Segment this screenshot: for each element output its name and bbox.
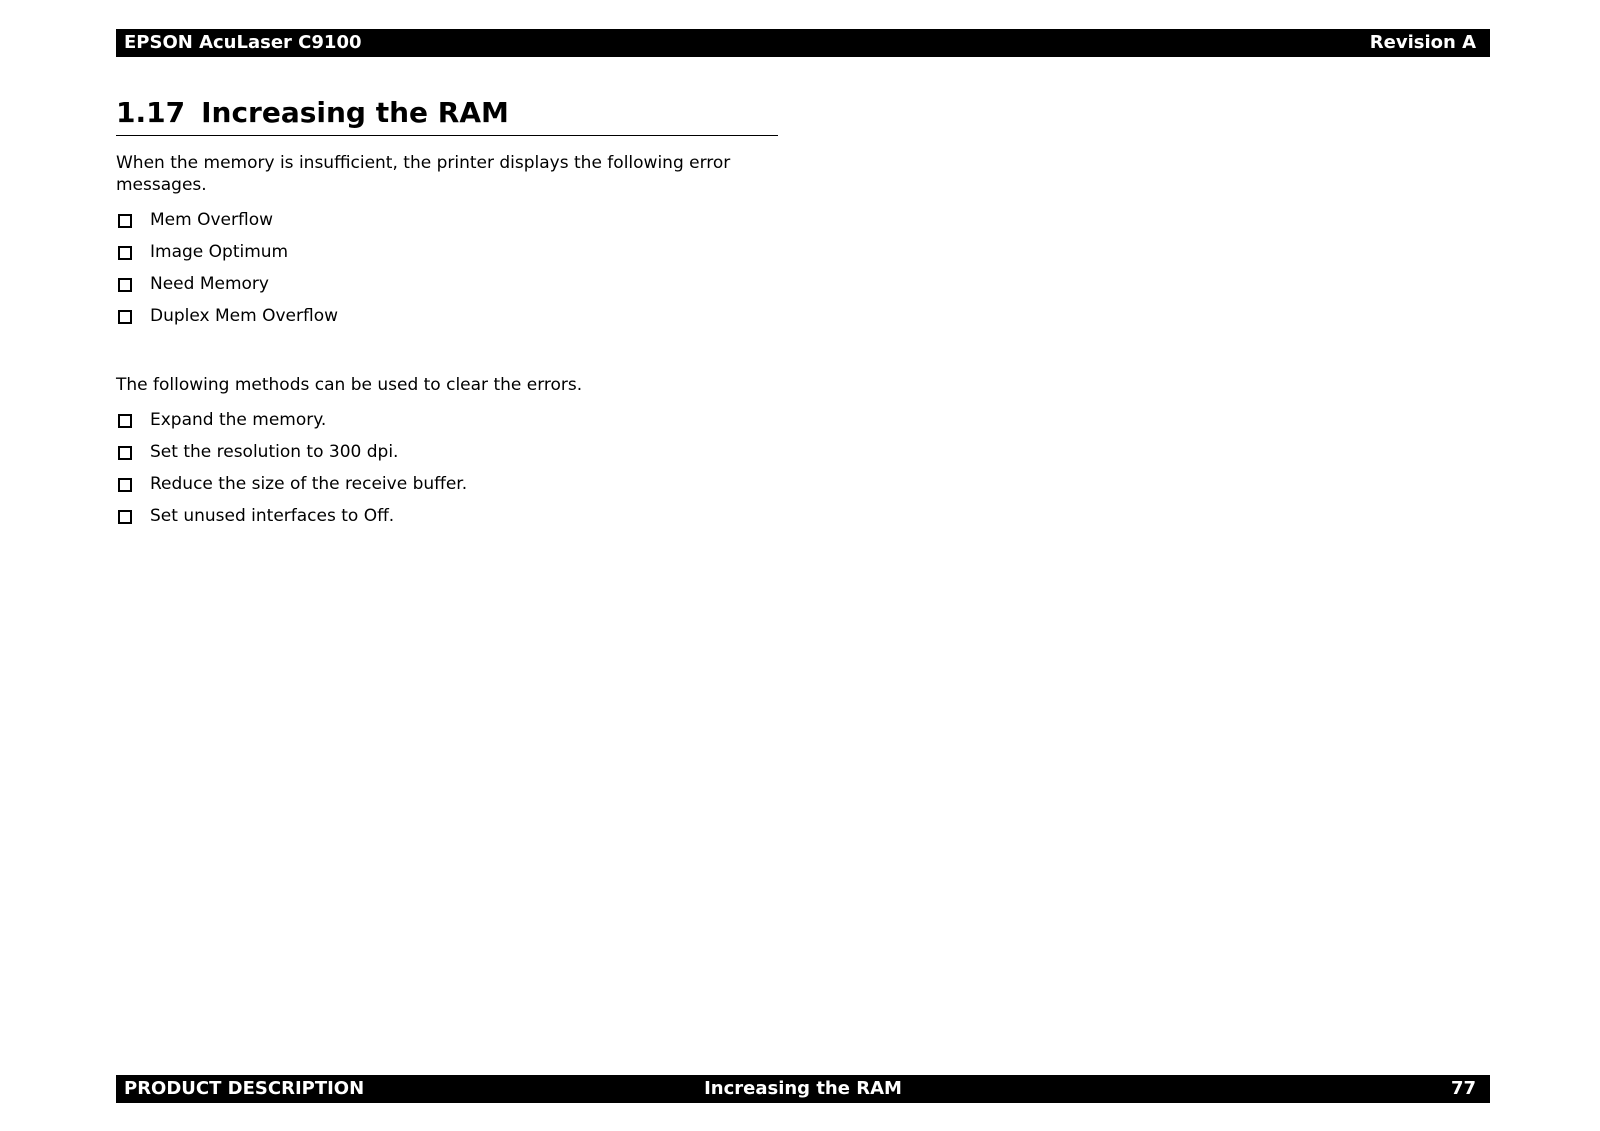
method-text: Expand the memory.	[150, 410, 327, 430]
list-item	[116, 472, 467, 504]
method-text: Set unused interfaces to Off.	[150, 506, 395, 526]
header-revision: Revision A	[1369, 32, 1476, 53]
section-number: 1.17	[116, 96, 186, 129]
checkbox-bullet-icon	[118, 310, 132, 324]
checkbox-bullet-icon	[118, 246, 132, 260]
method-text: Set the resolution to 300 dpi.	[150, 442, 399, 462]
checkbox-bullet-icon	[118, 510, 132, 524]
list-item	[116, 240, 338, 272]
section-heading	[116, 93, 778, 136]
list-item	[116, 304, 338, 336]
list-item	[116, 208, 338, 240]
page-header-bar	[116, 29, 1490, 57]
list-item	[116, 272, 338, 304]
checkbox-bullet-icon	[118, 214, 132, 228]
methods-intro-paragraph: The following methods can be used to clear the errors.	[116, 375, 583, 395]
section-title: Increasing the RAM	[201, 96, 509, 129]
header-product-name: EPSON AcuLaser C9100	[124, 32, 362, 53]
checkbox-bullet-icon	[118, 414, 132, 428]
footer-section-title: Increasing the RAM	[704, 1078, 902, 1099]
methods-list	[116, 408, 467, 536]
list-item	[116, 408, 467, 440]
list-item	[116, 504, 467, 536]
error-message-text: Duplex Mem Overflow	[150, 306, 338, 326]
error-message-text: Image Optimum	[150, 242, 289, 262]
page-footer-bar	[116, 1075, 1490, 1103]
checkbox-bullet-icon	[118, 278, 132, 292]
error-message-text: Need Memory	[150, 274, 269, 294]
footer-chapter: PRODUCT DESCRIPTION	[124, 1078, 365, 1099]
error-message-text: Mem Overflow	[150, 210, 273, 230]
intro-paragraph: When the memory is insufficient, the printer displays the following error messages.	[116, 153, 731, 195]
list-item	[116, 440, 467, 472]
method-text: Reduce the size of the receive buffer.	[150, 474, 468, 494]
checkbox-bullet-icon	[118, 478, 132, 492]
footer-page-number: 77	[1450, 1078, 1476, 1099]
error-messages-list	[116, 208, 338, 336]
checkbox-bullet-icon	[118, 446, 132, 460]
